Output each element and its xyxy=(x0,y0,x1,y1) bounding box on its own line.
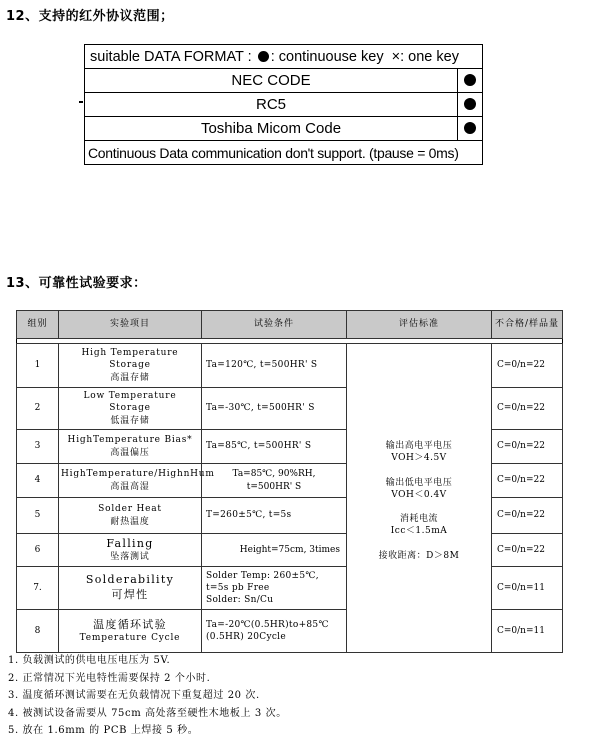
section-13-heading: 13、可靠性试验要求： xyxy=(6,276,147,291)
header-condition: 试验条件 xyxy=(202,311,347,339)
margin-tick xyxy=(79,101,83,103)
test-condition: Solder Temp: 260±5℃, t=5s pb Free Solder: Sn/Cu xyxy=(202,567,347,610)
test-condition: Height=75cm, 3times xyxy=(202,534,347,567)
protocol-name: RC5 xyxy=(85,93,458,117)
support-cell xyxy=(458,69,483,93)
test-item: Solder Heat 耐热温度 xyxy=(59,498,202,534)
test-item: Falling 坠落测试 xyxy=(59,534,202,567)
list-item: 1. 负载测试的供电电压电压为 5V. xyxy=(8,655,171,666)
row-no: 3 xyxy=(17,430,59,464)
test-condition: T=260±5℃, t=5s xyxy=(202,498,347,534)
protocol-row xyxy=(85,93,483,117)
test-item: Solderability 可焊性 xyxy=(59,567,202,610)
reliability-table xyxy=(16,310,563,653)
test-item: 温度循环试验 Temperature Cycle xyxy=(59,610,202,653)
header-item: 实验项目 xyxy=(59,311,202,339)
filled-dot-icon xyxy=(258,51,269,62)
row-no: 7. xyxy=(17,567,59,610)
header-criteria: 评估标准 xyxy=(347,311,492,339)
format-legend xyxy=(85,45,483,69)
list-item: 4. 被测试设备需要从 75cm 高处落至硬性木地板上 3 次。 xyxy=(8,707,287,719)
test-result: C=0/n=22 xyxy=(492,388,563,430)
protocol-name: Toshiba Micom Code xyxy=(85,117,458,141)
support-cell xyxy=(458,117,483,141)
test-condition: Ta=-20℃(0.5HR)to+85℃ (0.5HR) 20Cycle xyxy=(202,610,347,653)
filled-dot-icon xyxy=(464,74,476,86)
continuous-note: Continuous Data communication don't support. (tpause = 0ms) xyxy=(85,141,483,165)
protocol-row xyxy=(85,117,483,141)
header-result: 不合格/样品量 xyxy=(492,311,563,339)
protocol-name: NEC CODE xyxy=(85,69,458,93)
test-notes xyxy=(8,652,287,740)
table-row xyxy=(17,344,563,388)
row-no: 5 xyxy=(17,498,59,534)
test-item: Low Temperature Storage 低温存储 xyxy=(59,388,202,430)
list-item: 2. 正常情况下光电特性需要保持 2 个小时. xyxy=(8,672,211,684)
list-item: 3. 温度循环测试需要在无负载情况下重复超过 20 次. xyxy=(8,690,260,701)
test-item: High Temperature Storage 高温存储 xyxy=(59,344,202,388)
test-result: C=0/n=22 xyxy=(492,498,563,534)
protocol-row xyxy=(85,69,483,93)
test-condition: Ta=85℃, 90%RH, t=500HR' S xyxy=(202,464,347,498)
list-item: 5. 放在 1.6mm 的 PCB 上焊接 5 秒。 xyxy=(8,725,199,736)
test-result: C=0/n=22 xyxy=(492,430,563,464)
format-lead: suitable DATA FORMAT : xyxy=(90,48,252,65)
test-condition: Ta=120℃, t=500HR' S xyxy=(202,344,347,388)
ir-protocol-table xyxy=(84,44,483,165)
test-result: C=0/n=22 xyxy=(492,464,563,498)
section-12-heading: 12、支持的红外协议范围； xyxy=(6,9,174,24)
support-cell xyxy=(458,93,483,117)
filled-dot-icon xyxy=(464,122,476,134)
row-no: 4 xyxy=(17,464,59,498)
format-row xyxy=(85,45,483,69)
test-condition: Ta=-30℃, t=500HR' S xyxy=(202,388,347,430)
header-no: 组别 xyxy=(17,311,59,339)
header-row xyxy=(17,311,563,339)
note-row xyxy=(85,141,483,165)
row-no: 2 xyxy=(17,388,59,430)
format-continuous: : continuouse key xyxy=(270,48,384,65)
row-no: 1 xyxy=(17,344,59,388)
format-one: : one key xyxy=(400,48,459,65)
cross-icon: × xyxy=(391,48,401,65)
test-item: HighTemperature/HighnHum 高温高湿 xyxy=(59,464,202,498)
test-result: C=0/n=11 xyxy=(492,610,563,653)
test-result: C=0/n=22 xyxy=(492,344,563,388)
row-no: 8 xyxy=(17,610,59,653)
row-no: 6 xyxy=(17,534,59,567)
filled-dot-icon xyxy=(464,98,476,110)
test-item: HighTemperature Bias* 高温偏压 xyxy=(59,430,202,464)
test-result: C=0/n=11 xyxy=(492,567,563,610)
test-condition: Ta=85℃, t=500HR' S xyxy=(202,430,347,464)
evaluation-criteria: 输出高电平电压 VOH＞4.5V 输出低电平电压 VOH＜0.4V 消耗电流 Icc＜1.5mA 接收距离：D＞8M xyxy=(347,344,492,653)
test-result: C=0/n=22 xyxy=(492,534,563,567)
